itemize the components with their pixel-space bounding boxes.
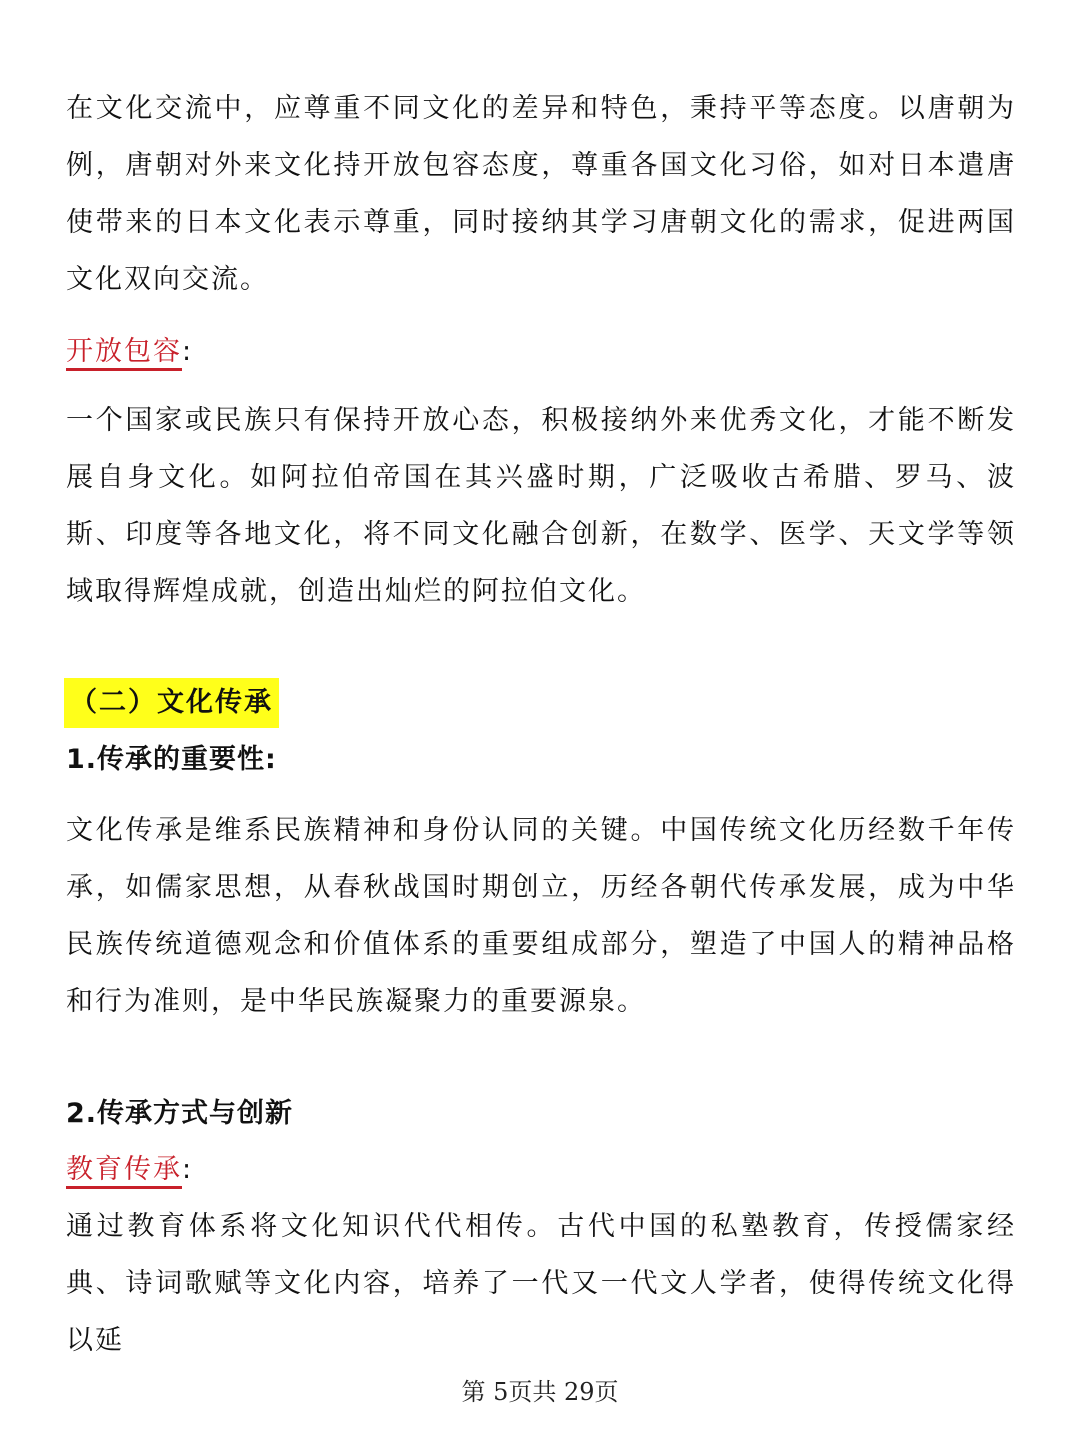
label-colon: : — [182, 336, 194, 367]
paragraph-open-inclusive: 一个国家或民族只有保持开放心态，积极接纳外来优秀文化，才能不断发展自身文化。如阿拉伯帝国在其兴盛时期，广泛吸收古希腊、罗马、波斯、印度等各地文化，将不同文化融合创新，在数学、医学、天文学等领域取得辉煌成就，创造出灿烂的阿拉伯文化。 — [66, 405, 1016, 607]
label-education-line — [66, 1150, 193, 1190]
subheading-methods: 2.传承方式与创新 — [66, 1098, 294, 1129]
label-open-inclusive-line — [66, 332, 193, 372]
paragraph-education-inheritance: 通过教育体系将文化知识代代相传。古代中国的私塾教育，传授儒家经典、诗词歌赋等文化内容，培养了一代又一代文人学者，使得传统文化得以延 — [66, 1211, 1016, 1356]
label-open-inclusive: 开放包容 — [66, 336, 182, 371]
page-indicator: 第 5页共 29页 — [461, 1378, 619, 1406]
label-education-inheritance: 教育传承 — [66, 1154, 182, 1189]
paragraph-inheritance-importance: 文化传承是维系民族精神和身份认同的关键。中国传统文化历经数千年传承，如儒家思想，从春秋战国时期创立，历经各朝代传承发展，成为中华民族传统道德观念和价值体系的重要组成部分，塑造了中国人的精神品格和行为准则，是中华民族凝聚力的重要源泉。 — [66, 815, 1016, 1017]
section-heading-cultural-inheritance: （二）文化传承 — [64, 678, 279, 728]
paragraph-cultural-exchange: 在文化交流中，应尊重不同文化的差异和特色，秉持平等态度。以唐朝为例，唐朝对外来文化持开放包容态度，尊重各国文化习俗，如对日本遣唐使带来的日本文化表示尊重，同时接纳其学习唐朝文化的需求，促进两国文化双向交流。 — [66, 93, 1016, 295]
label-colon: : — [182, 1154, 194, 1185]
subheading-importance: 1.传承的重要性: — [66, 744, 277, 775]
